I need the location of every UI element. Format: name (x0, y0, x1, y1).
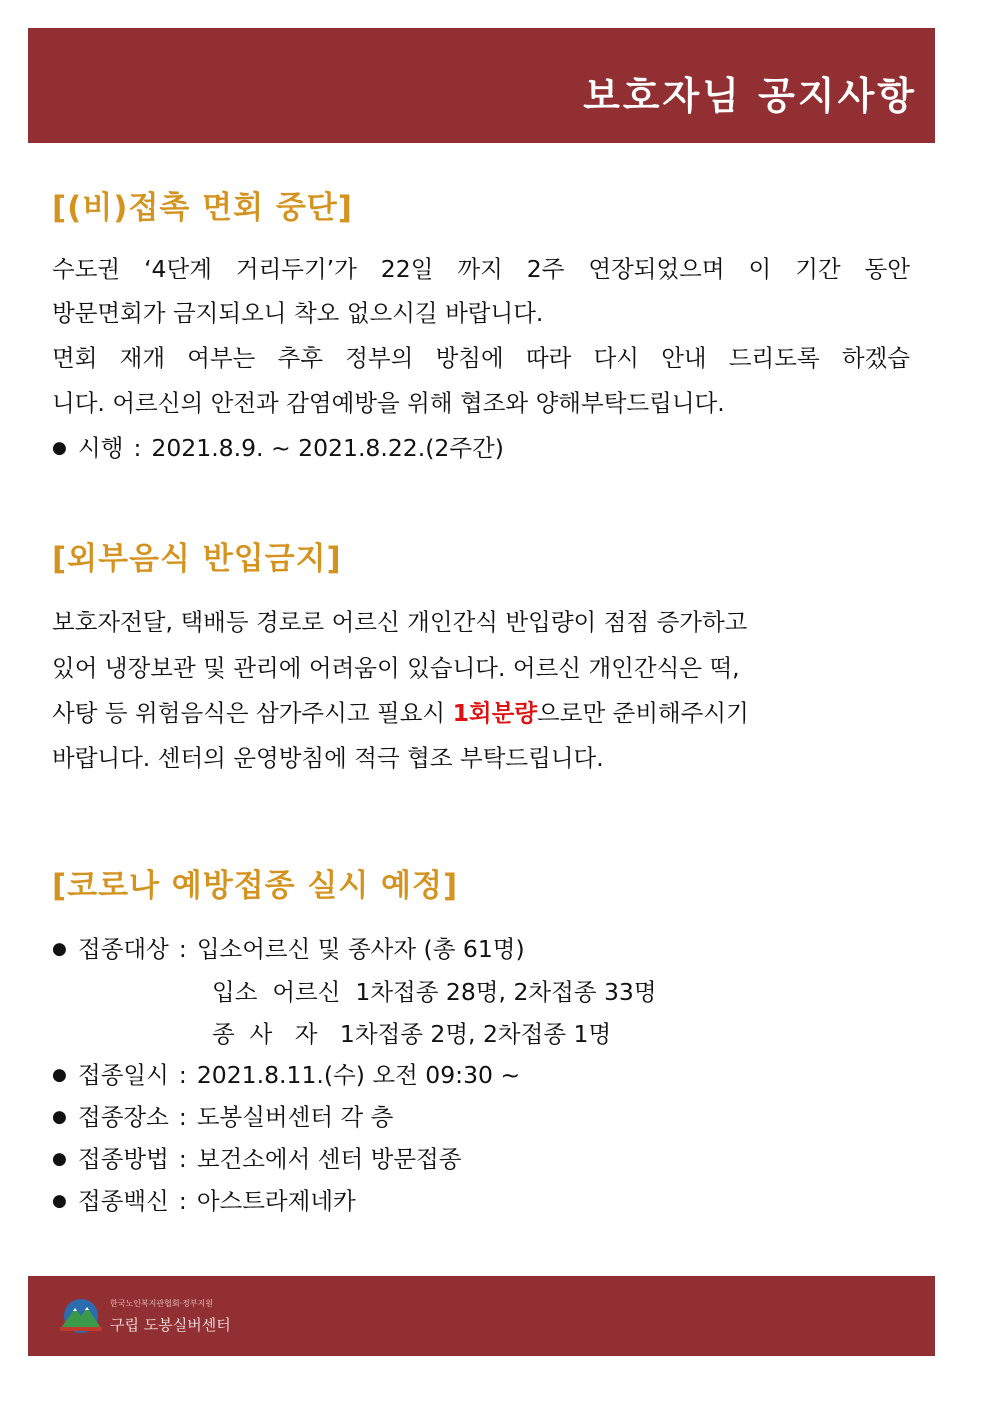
footer-center-name: 구립 도봉실버센터 (110, 1316, 231, 1334)
bullet-value: 2021.8.11.(수) 오전 09:30 ~ (196, 1061, 521, 1089)
bullet-icon: ● (52, 1107, 67, 1127)
paragraph-line: 니다. 어르신의 안전과 감염예방을 위해 협조와 양해부탁드립니다. (52, 389, 725, 417)
bullet-value: 아스트라제네카 (196, 1187, 356, 1215)
colon-separator: : (178, 1061, 187, 1089)
page-title: 보호자님 공지사항 (583, 74, 917, 118)
bullet-label: 접종장소 (78, 1103, 169, 1131)
bullet-label: 시행 (78, 434, 124, 462)
bullet-icon: ● (52, 1191, 67, 1211)
bullet-label: 접종일시 (78, 1061, 169, 1089)
bullet-item-target (52, 930, 525, 964)
center-logo-icon (58, 1298, 104, 1334)
colon-separator: : (178, 1187, 187, 1215)
bullet-icon: ● (52, 939, 67, 959)
bullet-value: 도봉실버센터 각 층 (196, 1103, 394, 1131)
bullet-item-date (52, 1056, 520, 1090)
bullet-value: 입소어르신 및 종사자 (총 61명) (196, 935, 525, 963)
bullet-value: 보건소에서 센터 방문접종 (196, 1145, 462, 1173)
target-sub-line: 입소 어르신 1차접종 28명, 2차접종 33명 (212, 978, 657, 1006)
text-segment: 으로만 준비해주시기 (537, 699, 749, 727)
bullet-label: 접종백신 (78, 1187, 169, 1215)
bullet-icon: ● (52, 1065, 67, 1085)
bullet-icon: ● (52, 1149, 67, 1169)
bullet-label: 접종방법 (78, 1145, 169, 1173)
paragraph-line: 바랍니다. 센터의 운영방침에 적극 협조 부탁드립니다. (52, 744, 604, 772)
highlighted-text: 1회분량 (452, 699, 538, 727)
paragraph-line (52, 694, 749, 728)
section-title-outside-food: [외부음식 반입금지] (52, 541, 342, 577)
colon-separator: : (178, 1103, 187, 1131)
paragraph-line: 수도권 ‘4단계 거리두기’가 22일 까지 2주 연장되었으며 이 기간 동안 (52, 255, 910, 283)
target-sub-line: 종 사 자 1차접종 2명, 2차접종 1명 (212, 1020, 612, 1048)
paragraph-line: 방문면회가 금지되오니 착오 없으시길 바랍니다. (52, 299, 544, 327)
paragraph-line: 보호자전달, 택배등 경로로 어르신 개인간식 반입량이 점점 증가하고 (52, 608, 748, 636)
bullet-item-method (52, 1140, 461, 1174)
footer-band (28, 1276, 935, 1356)
section-title-contact-visit: [(비)접촉 면회 중단] (52, 190, 353, 226)
bullet-icon: ● (52, 438, 67, 458)
colon-separator: : (178, 935, 187, 963)
colon-separator: : (133, 434, 142, 462)
section-title-vaccination: [코로나 예방접종 실시 예정] (52, 868, 459, 904)
bullet-value: 2021.8.9. ~ 2021.8.22.(2주간) (151, 434, 504, 462)
header-band (28, 28, 935, 143)
bullet-item-place (52, 1098, 393, 1132)
paragraph-line: 있어 냉장보관 및 관리에 어려움이 있습니다. 어르신 개인간식은 떡, (52, 654, 740, 682)
bullet-item-period (52, 429, 504, 463)
paragraph-line: 면회 재개 여부는 추후 정부의 방침에 따라 다시 안내 드리도록 하겠습 (52, 344, 910, 372)
footer-association-text: 한국노인복지관협회·정부지원 (110, 1299, 214, 1308)
text-segment: 사탕 등 위험음식은 삼가주시고 필요시 (52, 699, 453, 727)
bullet-label: 접종대상 (78, 935, 169, 963)
colon-separator: : (178, 1145, 187, 1173)
bullet-item-vaccine (52, 1182, 356, 1216)
